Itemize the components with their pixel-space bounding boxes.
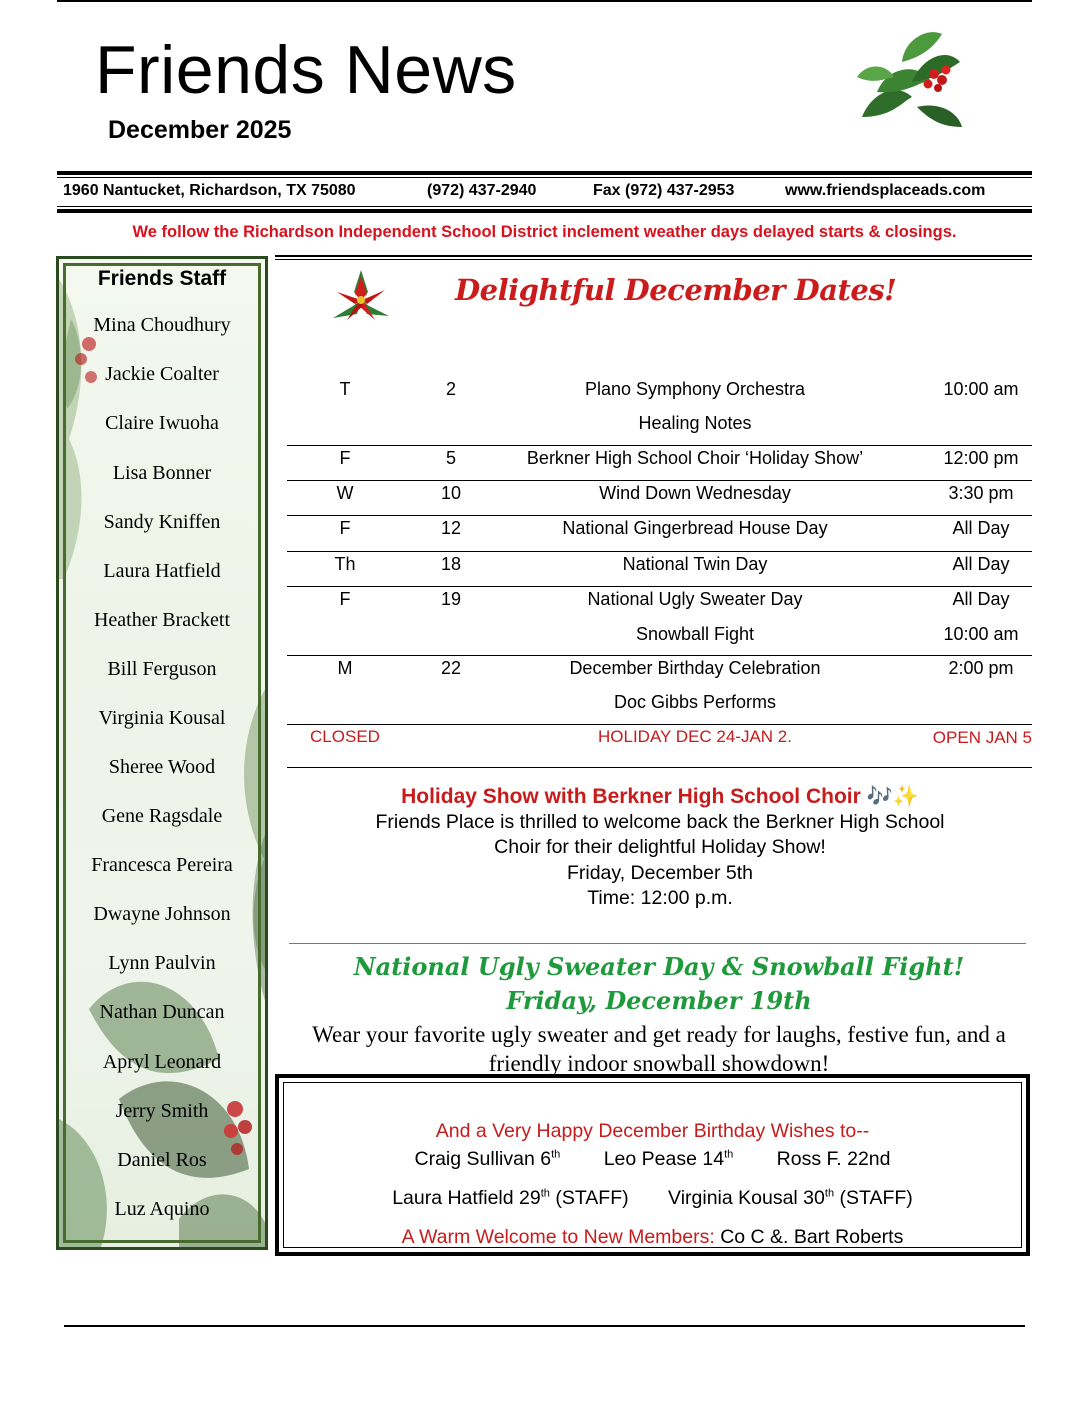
row-event: Wind Down Wednesday <box>599 483 791 503</box>
row-time: 2:00 pm <box>948 658 1014 678</box>
birthday-row <box>279 1148 1026 1171</box>
row-time: 10:00 am <box>943 379 1019 399</box>
birthday-entry <box>604 1148 734 1171</box>
holiday-show-line: Friday, December 5th <box>566 861 754 884</box>
ordinal-suffix: th <box>724 1148 734 1161</box>
birthday-heading: And a Very Happy December Birthday Wishes to-- <box>435 1120 870 1142</box>
row-day: W <box>336 483 354 503</box>
row-date: 18 <box>440 554 462 574</box>
row-day: F <box>339 589 351 609</box>
sweater-subtitle: Friday, December 19th <box>506 986 812 1015</box>
table-rule <box>287 655 1032 656</box>
staff-name: Lisa Bonner <box>112 462 212 484</box>
row-day: F <box>339 448 351 468</box>
row-day: T <box>339 379 351 399</box>
staff-name: Bill Ferguson <box>107 658 217 680</box>
birthday-entry <box>415 1148 561 1171</box>
row-date: 19 <box>440 589 462 609</box>
birthday-entry <box>392 1187 628 1210</box>
row-time: All Day <box>952 554 1010 574</box>
row-event: December Birthday Celebration <box>569 658 821 678</box>
reopen-label: OPEN JAN 5 <box>932 728 1032 747</box>
row-time: All Day <box>952 518 1010 538</box>
staff-name: Dwayne Johnson <box>93 903 231 925</box>
welcome-names: Co C &. Bart Roberts <box>714 1226 904 1248</box>
row-event: Snowball Fight <box>635 624 755 644</box>
row-event: National Ugly Sweater Day <box>587 589 803 609</box>
welcome-row <box>279 1226 1026 1249</box>
staff-name: Jerry Smith <box>115 1100 209 1122</box>
sweater-section <box>288 950 1030 1078</box>
holiday-show-line: Choir for their delightful Holiday Show! <box>494 836 826 858</box>
birthday-name: Virginia Kousal 30 <box>668 1187 825 1209</box>
address-rule-top-thick <box>57 171 1032 175</box>
row-date: 22 <box>440 658 462 678</box>
table-rule <box>287 551 1032 552</box>
newsletter-title: Friends News <box>95 32 517 108</box>
birthday-name: Laura Hatfield 29 <box>392 1187 541 1209</box>
birthday-row <box>279 1187 1026 1210</box>
bottom-rule <box>64 1325 1025 1327</box>
top-rule <box>57 0 1032 2</box>
table-rule <box>287 445 1032 446</box>
newsletter-date: December 2025 <box>108 116 292 144</box>
table-rule <box>287 515 1032 516</box>
staff-title: Friends Staff <box>97 267 227 290</box>
holiday-show-title <box>290 784 1030 810</box>
address-text: 1960 Nantucket, Richardson, TX 75080 <box>63 182 356 199</box>
staff-name: Mina Choudhury <box>93 314 231 336</box>
row-time: 10:00 am <box>943 624 1019 644</box>
birthday-entry <box>668 1187 913 1210</box>
row-day: Th <box>334 554 356 574</box>
ordinal-suffix: th <box>824 1187 835 1200</box>
birthday-box <box>275 1074 1030 1256</box>
sweater-description: Wear your favorite ugly sweater and get ready for laughs, festive fun, and a friendly indoor snowball showdown! <box>312 1022 1006 1076</box>
staff-sidebar <box>56 256 268 1250</box>
dates-heading: Delightful December Dates! <box>455 273 897 307</box>
staff-tag: (STAFF) <box>549 1187 629 1209</box>
birthday-name: Craig Sullivan 6 <box>414 1148 552 1170</box>
phone-text: (972) 437-2940 <box>427 182 537 199</box>
table-rule <box>287 767 1032 768</box>
poinsettia-icon <box>327 266 395 334</box>
staff-tag: (STAFF) <box>834 1187 913 1209</box>
row-date: 12 <box>440 518 462 538</box>
staff-name: Laura Hatfield <box>103 560 221 582</box>
holiday-show-line: Time: 12:00 p.m. <box>587 887 733 909</box>
holiday-show-section <box>290 784 1030 912</box>
table-rule <box>287 586 1032 587</box>
staff-name: Daniel Ros <box>117 1149 207 1171</box>
row-time: 3:30 pm <box>948 483 1014 503</box>
website-text[interactable]: www.friendsplaceads.com <box>785 182 986 199</box>
holiday-show-title-text: Holiday Show with Berkner High School Choir <box>401 785 861 808</box>
row-time: All Day <box>952 589 1010 609</box>
weather-notice: We follow the Richardson Independent School District inclement weather days delayed starts & closings. <box>132 223 957 241</box>
birthday-name: Ross F. 22nd <box>776 1148 891 1170</box>
row-event: National Twin Day <box>622 554 768 574</box>
staff-name: Lynn Paulvin <box>108 952 216 974</box>
address-rule-top-thin <box>57 177 1032 178</box>
row-event: Plano Symphony Orchestra <box>584 379 806 399</box>
row-event: Berkner High School Choir ‘Holiday Show’ <box>526 448 864 468</box>
music-sparkle-icon: 🎶✨ <box>866 785 919 808</box>
staff-name: Francesca Pereira <box>91 854 233 876</box>
row-day: M <box>337 658 353 678</box>
content-top-rule <box>275 255 1032 257</box>
row-day: F <box>339 518 351 538</box>
staff-name: Virginia Kousal <box>98 707 226 729</box>
table-rule <box>287 480 1032 481</box>
row-date: 2 <box>445 379 456 399</box>
sweater-title: National Ugly Sweater Day & Snowball Fight! <box>353 952 965 981</box>
staff-name: Jackie Coalter <box>105 363 219 385</box>
content-top-rule-2 <box>275 259 1032 260</box>
section-divider <box>289 943 1026 944</box>
staff-name: Nathan Duncan <box>99 1001 225 1023</box>
holiday-closure-label: HOLIDAY DEC 24-JAN 2. <box>598 727 792 746</box>
row-time: 12:00 pm <box>943 448 1019 468</box>
staff-inner-border <box>63 263 261 1243</box>
staff-name: Claire Iwuoha <box>105 412 219 434</box>
table-rule <box>287 724 1032 725</box>
holly-icon <box>842 22 972 137</box>
row-date: 5 <box>445 448 456 468</box>
staff-name: Sheree Wood <box>108 756 216 778</box>
row-date: 10 <box>440 483 462 503</box>
closed-label: CLOSED <box>310 727 380 746</box>
staff-name: Heather Brackett <box>93 609 231 631</box>
row-event: National Gingerbread House Day <box>562 518 828 538</box>
ordinal-suffix: th <box>540 1187 550 1200</box>
staff-name: Apryl Leonard <box>102 1051 222 1073</box>
staff-name: Gene Ragsdale <box>101 805 223 827</box>
ordinal-suffix: th <box>551 1148 561 1161</box>
welcome-label: A Warm Welcome to New Members: <box>401 1226 715 1248</box>
staff-name: Sandy Kniffen <box>103 511 221 533</box>
fax-text: Fax (972) 437-2953 <box>593 182 735 199</box>
birthday-name: Leo Pease 14 <box>603 1148 725 1170</box>
address-bar <box>57 180 1032 206</box>
row-event: Healing Notes <box>638 413 752 433</box>
address-rule-bottom-thin <box>57 206 1032 207</box>
row-event: Doc Gibbs Performs <box>613 692 777 712</box>
holiday-show-line: Friends Place is thrilled to welcome back the Berkner High School <box>375 810 945 833</box>
staff-name: Luz Aquino <box>114 1198 210 1220</box>
address-rule-bottom-thick <box>57 209 1032 213</box>
birthday-entry <box>777 1148 891 1171</box>
